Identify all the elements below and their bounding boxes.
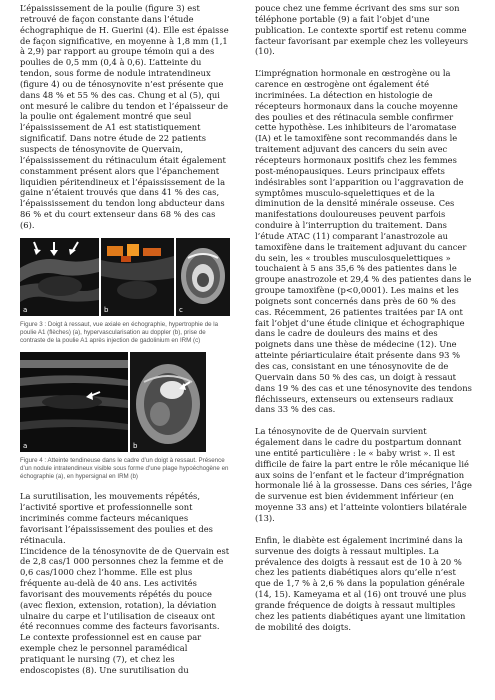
right-column <box>255 3 473 632</box>
figure-4-panel-b-mri <box>130 352 206 452</box>
paragraph: pouce chez une femme écrivant des sms sur son téléphone portable (9) a fait l’objet d’une publication. Le contexte sportif est retenu comme facteur favorisant par exemple chez les volleyeurs (10). <box>255 3 469 57</box>
panel-label: b <box>133 442 138 450</box>
paragraph: L’imprégnation hormonale en œstrogène ou la carence en œstrogène ont également été incriminées. La détection en histologie de récepteurs hormonaux dans la couche moyenne des poulies et des rétinacula semble confirmer cette hypothèse. Les inhibiteurs de l’aromatase (IA) et le tamoxifène sont recommandés dans le traitement adjuvant des cancers du sein avec récepteurs hormonaux positifs chez les femmes post-ménopausiques. Leurs principaux effets indésirables sont l’apparition ou l’aggravation de symptômes musculo-squelettiques et de la diminution de la densité minérale osseuse. Ces manifestations douloureuses peuvent parfois conduire à l’interruption du traitement. Dans l’étude ATAC (11) comparant l’anastrozole au tamoxifène dans le traitement adjuvant du cancer du sein, les « troubles musculosquelettiques » touchaient à 5 ans 35,6 % des patientes dans le groupe anastrozole et 29,4 % des patientes dans le groupe tamoxifène (p<0,0001). Les mains et les poignets sont concernés dans près de 60 % des cas. Récemment, 26 patientes traitées par IA ont fait l’objet d’une étude clinique et échographique dans le cadre de douleurs des mains et des poignets dans une thèse de médecine (12). Une atteinte périarticulaire était présente dans 93 % des cas, consistant en une ténosynovite de de Quervain dans 50 % des cas, un doigt à ressaut dans 19 % des cas et une ténosynovite des tendons fléchisseurs, extenseurs ou extenseurs radiaux dans 33 % des cas. <box>255 68 472 415</box>
paragraph: La surutilisation, les mouvements répétés, l’activité sportive et professionnelle sont incriminés comme facteurs mécaniques favorisant l’épaississement des poulies et des rétinacula. <box>20 491 213 545</box>
figure-3 <box>20 238 230 316</box>
panel-label: a <box>23 305 28 314</box>
figure-4 <box>20 352 230 452</box>
paragraph: L’épaississement de la poulie (figure 3) est retrouvé de façon constante dans l’étude échographique de H. Guerini (4). Elle est épaisse de façon significative, en moyenne à 1,8 mm (1,1 à 2,9) par rapport au groupe témoin qui a des poulies de 0,5 mm (0,4 à 0,6). L’atteinte du tendon, sous forme de nodule intratendineux (figure 4) ou de ténosynovite n’est présente que dans 48 % et 55 % des cas. Chung et al (5), qui ont mesuré le calibre du tendon et l’épaisseur de la poulie ont également montré que seul l’épaississement de A1 est statistiquement significatif. Dans notre étude de 22 patients suspects de ténosynovite de Quervain, l’épaississement du rétinaculum était également constamment présent alors que l’épanchement liquidien péritendineux et l’épaississement de la gaine n’étaient trouvés que dans 41 % des cas, l’épaississement du tendon long abducteur dans 86 % et du court extenseur dans 68 % des cas (6). <box>20 3 229 230</box>
figure-3-panel-c-mri <box>176 238 230 316</box>
paragraph: L’incidence de la ténosynovite de de Quervain est de 2,8 cas/1 000 personnes chez la femme et de 0,6 cas/1000 chez l’homme. Elle est plus fréquente au-delà de 40 ans. Les activités favorisant des mouvements répétés du pouce (avec flexion, extension, rotation), la déviation ulnaire du carpe et l’utilisation de ciseaux ont été reconnues comme des facteurs favorisants. Le contexte professionnel est en cause par exemple chez le personnel paramédical pratiquant le nursing (7), et chez les endoscopistes (8). Une surutilisation du <box>20 545 230 675</box>
panel-label: c <box>179 305 183 314</box>
paragraph: La ténosynovite de de Quervain survient également dans le cadre du postpartum donnant une entité particulière : le « baby wrist ». Il est difficile de faire la part entre le rôle mécanique lié aux soins de l’enfant et le facteur d’imprégnation hormonale lié à la grossesse. Dans ces séries, l’âge de survenue est bien évidemment inférieur (en moyenne 33 ans) et l’atteinte volontiers bilatérale (13). <box>255 426 472 523</box>
figure-4-caption: Figure 4 : Atteinte tendineuse dans le cadre d’un doigt à ressaut. Présence d’un nodule intratendineux visible sous forme d’une plage hypoéchogène en échographie (a), en hypersignal en IRM (b) <box>20 457 229 481</box>
paragraph: Enfin, le diabète est également incriminé dans la survenue des doigts à ressaut multiples. La prévalence des doigts à ressaut est de 10 à 20 % chez les patients diabétiques alors qu’elle n’est que de 1,7 % à 2,6 % dans la population générale (14, 15). Kameyama et al (16) ont trouvé une plus grande fréquence de doigts à ressaut multiples chez les patients diabétiques ayant une limitation de mobilité des doigts. <box>255 534 467 632</box>
panel-label: a <box>23 442 28 450</box>
panel-label: b <box>104 305 109 314</box>
figure-3-caption: Figure 3 : Doigt à ressaut, vue axiale en échographie, hypertrophie de la poulie A1 (flèches) (a), hypervascularisation au doppler (b), prise de contraste de la poulie A1 après injection de gadolinium en IRM (c) <box>20 320 219 344</box>
figure-4-panel-a-ultrasound <box>20 352 128 452</box>
figure-3-panel-b-doppler <box>101 238 174 316</box>
figure-3-panel-a-ultrasound <box>20 238 99 316</box>
left-column <box>20 3 230 676</box>
